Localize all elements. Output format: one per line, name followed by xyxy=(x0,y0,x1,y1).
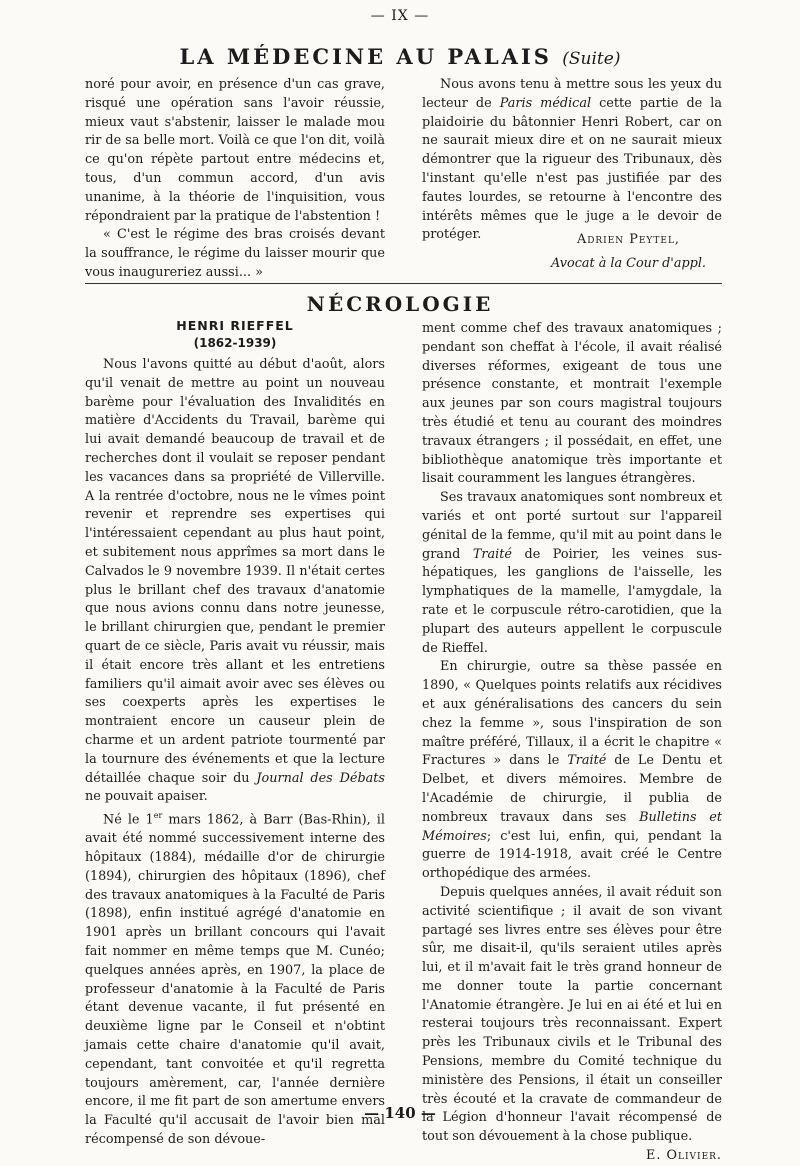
signature-name: Adrien Peytel, xyxy=(576,232,680,247)
page-folio: — IX — xyxy=(370,8,430,24)
journal-des-debats: Journal des Débats xyxy=(256,770,385,786)
obituary-left-column xyxy=(85,356,385,1150)
top-left-column xyxy=(85,76,385,283)
section-header-suite: (Suite) xyxy=(562,49,621,69)
obituary-paragraph-2: Né le 1er mars 1862, à Barr (Bas-Rhin), il avait été nommé successivement interne des hôpitaux (1884), médaille d'or de chirurgie (1894), chirurgien des hôpitaux (1896), chef des travaux anatomiques à la Faculté de Paris (1898), enfin institué agrégé d'anatomie en 1901 après un brillant concours qui l'avait fait nommer en même temps que M. Cunéo; quelques années après, en 1907, la place de professeur d'anatomie à la Faculté de Paris étant devenue vacante, il fut présenté en deuxième ligne par le Conseil et n'obtint jamais cette chaire d'anatomie qu'il avait, cependant, tant convoitée et qu'il regretta toujours amèrement, car, l'année dernière encore, il me fit part de son amertume envers la Faculté qu'il accusait de l'avoir bien mal récompensé de son dévoue- xyxy=(85,811,385,1147)
obituary-right-column xyxy=(422,320,722,1166)
obituary-name: HENRI RIEFFEL xyxy=(176,318,294,333)
journal-title: Paris médical xyxy=(499,95,592,111)
necrologie-title: NÉCROLOGIE xyxy=(306,292,494,316)
signature-role: Avocat à la Cour d'appl. xyxy=(551,256,706,271)
top-right-paragraph-1: Nous avons tenu à mettre sous les yeux du lecteur de Paris médical cette partie de la plaidoirie du bâtonnier Henri Robert, car on ne saurait mieux dire et on ne saurait mieux démontrer que la rigueur des Tribunaux, dès l'instant qu'elle n'est pas justifiée par des fautes lourdes, se retourne à l'encontre des intérêts mêmes que le juge a le devoir de protéger. xyxy=(422,77,722,243)
obituary-signature: E. Olivier. xyxy=(646,1148,722,1164)
top-right-column xyxy=(422,76,722,245)
obituary-dates: (1862-1939) xyxy=(193,336,277,350)
top-left-paragraph-1: noré pour avoir, en présence d'un cas grave, risqué une opération sans l'avoir réussie, mieux vaut s'abstenir, laisser le malade mou rir de sa belle mort. Voilà ce que l'on dit, voilà ce qu'on répète partout entre médecins et, tous, d'un commun accord, d'un avis unanime, à la théorie de l'inquisition, vous répondraient par la pratique de l'abstention ! xyxy=(85,77,385,224)
section-header-title: LA MÉDECINE AU PALAIS xyxy=(179,44,552,69)
top-left-paragraph-2: « C'est le régime des bras croisés devant la souffrance, le régime du laisser mourir que vous inaugureriez aussi... » xyxy=(85,227,385,280)
obituary-paragraph-5: En chirurgie, outre sa thèse passée en 1890, « Quelques points relatifs aux récidives et aux généralisations des cancers du sein chez la femme », sous l'inspiration de son maître préféré, Tillaux, il a écrit le chapitre « Fractures » dans le Traité de Le Dentu et Delbet, et divers mémoires. Membre de l'Académie de chirurgie, il publia de nombreux travaux dans ses Bulletins et Mémoires; c'est lui, enfin, qui, pendant la guerre de 1914-1918, avait créé le Centre orthopédique des armées. xyxy=(422,659,722,882)
obituary-paragraph-1: Nous l'avons quitté au début d'août, alors qu'il venait de mettre au point un nouveau barème pour l'évaluation des Invalidités en matière d'Accidents du Travail, barème qui lui avait demandé beaucoup de travail et de recherches dont il voulait se reposer pendant les vacances dans sa propriété de Villerville. A la rentrée d'octobre, nous ne le vîmes point revenir et reprendre ses expertises qui l'intéressaient cependant au plus haut point, et subitement nous apprîmes sa mort dans le Calvados le 9 novembre 1939. Il n'était certes plus le brillant chef des travaux d'anatomie que nous avions connu dans notre jeunesse, le brillant chirurgien que, pendant le premier quart de ce siècle, Paris avait vu réussir, mais il était encore très allant et les entretiens familiers qu'il aimait avoir avec ses élèves ou ses coexperts après les expertises le montraient encore un causeur plein de charme et un ardent patriote tourmenté par la tournure des événements et que la lecture détaillée chaque soir du Journal des Débats ne pouvait apaiser. xyxy=(85,357,385,805)
obituary-paragraph-3: ment comme chef des travaux anatomiques ; pendant son cheffat à l'école, il avait réalisé diverses réformes, exigeant de tous une présence constante, et montrait l'exemple aux jeunes par son cours magistral toujours très étudié et tenu au courant des moindres travaux étrangers ; il possédait, en effet, une bibliothèque anatomique très importante et lisait couramment les langues étrangères. xyxy=(422,321,722,487)
page-number: — 140 — xyxy=(364,1104,436,1122)
section-header xyxy=(0,44,800,69)
obituary-paragraph-4: Ses travaux anatomiques sont nombreux et variés et ont porté surtout sur l'appareil génital de la femme, qu'il mit au point dans le grand Traité de Poirier, les veines sus-hépatiques, les ganglions de l'aisselle, les lymphatiques de la mamelle, l'amygdale, la rate et le corpuscule rétro-carotidien, que la plupart des auteurs appellent le corpuscule de Rieffel. xyxy=(422,490,722,656)
obituary-paragraph-6: Depuis quelques années, il avait réduit son activité scientifique ; il avait de son vivant partagé ses livres entre ses élèves pour être sûr, me disait-il, qu'ils seraient utiles après lui, et il m'avait fait le très grand honneur de me donner toute la partie concernant l'Anatomie étrangère. Je lui en ai été et lui en resterai toujours très reconnaissant. Expert près les Tribunaux civils et le Tribunal des Pensions, membre du Comité technique du ministère des Pensions, il était un conseiller très écouté et la cravate de commandeur de la Légion d'honneur l'avait récompensé de tout son dévouement à la chose publique. E. Olivier. xyxy=(422,884,722,1147)
section-divider xyxy=(85,283,722,284)
